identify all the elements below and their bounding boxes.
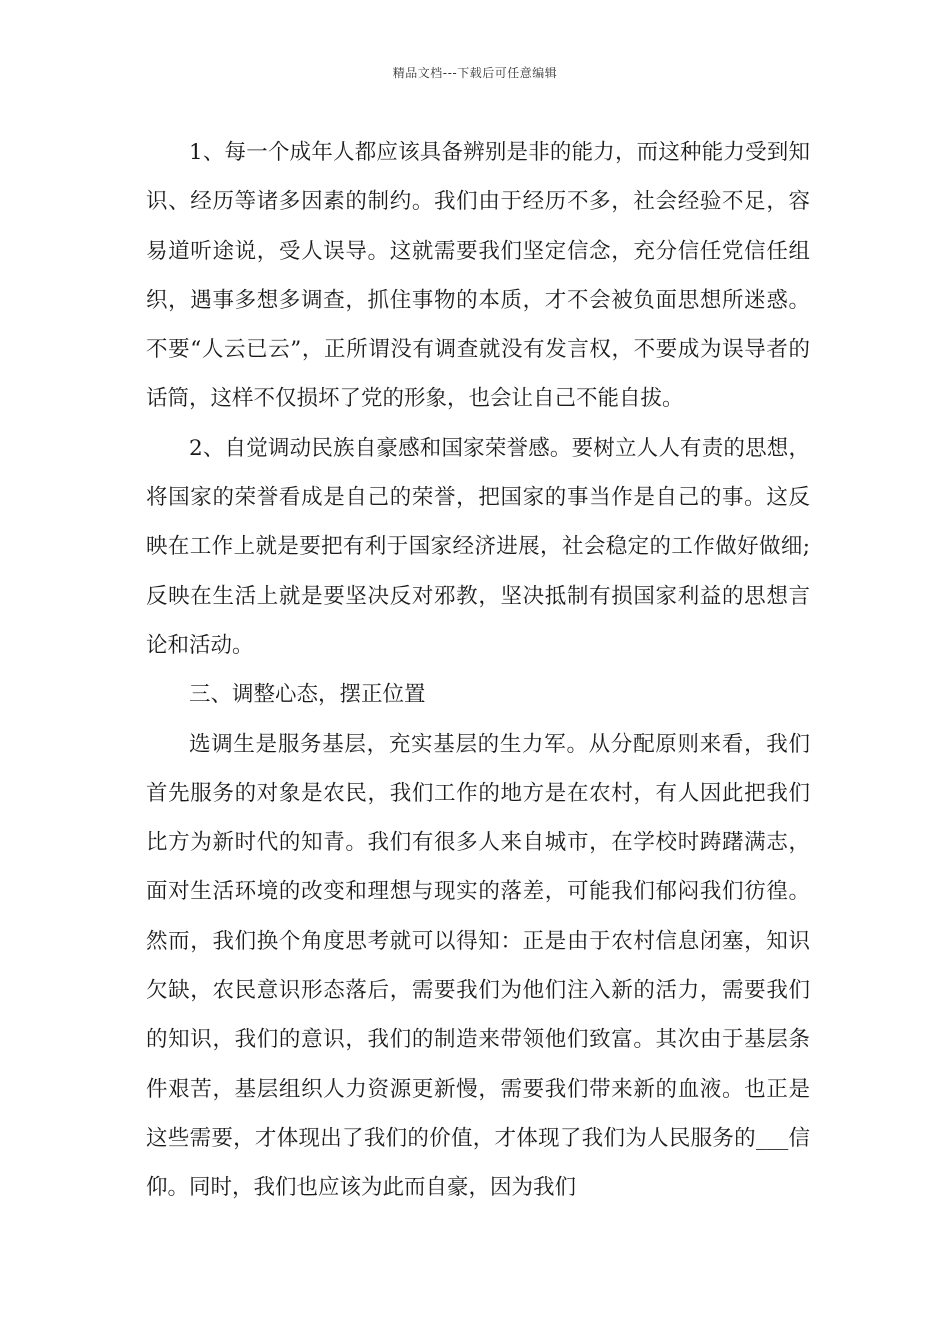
paragraph-section-3: 选调生是服务基层，充实基层的生力军。从分配原则来看，我们首先服务的对象是农民，我们工作的地方是在农村，有人因此把我们比方为新时代的知青。我们有很多人来自城市，在学校时踌躇满志，面对生活环境的改变和理想与现实的落差，可能我们郁闷我们彷徨。然而，我们换个角度思考就可以得知：正是由于农村信息闭塞，知识欠缺，农民意识形态落后，需要我们为他们注入新的活力，需要我们的知识，我们的意识，我们的制造来带领他们致富。其次由于基层条件艰苦，基层组织人力资源更新慢，需要我们带来新的血液。也正是这些需要，才体现出了我们的价值，才体现了我们为人民服务的___信仰。同时，我们也应该为此而自豪，因为我们 <box>146 731 810 1201</box>
paragraph-point-2: 2、自觉调动民族自豪感和国家荣誉感。要树立人人有责的思想，将国家的荣誉看成是自己的荣誉，把国家的事当作是自己的事。这反映在工作上就是要把有利于国家经济进展，社会稳定的工作做好做细;反映在生活上就是要坚决反对邪教，坚决抵制有损国家利益的思想言论和活动。 <box>146 435 810 658</box>
page-header: 精品文档---下载后可任意编辑 <box>392 66 558 80</box>
paragraph-point-1: 1、每一个成年人都应该具备辨别是非的能力，而这种能力受到知识、经历等诸多因素的制约。我们由于经历不多，社会经验不足，容易道听途说，受人误导。这就需要我们坚定信念，充分信任党信任组织，遇事多想多调查，抓住事物的本质，才不会被负面思想所迷惑。不要“人云已云”，正所谓没有调查就没有发言权，不要成为误导者的话筒，这样不仅损坏了党的形象，也会让自己不能自拔。 <box>146 140 810 412</box>
section-heading-3: 三、调整心态，摆正位置 <box>189 682 426 708</box>
document-body <box>146 128 810 1213</box>
